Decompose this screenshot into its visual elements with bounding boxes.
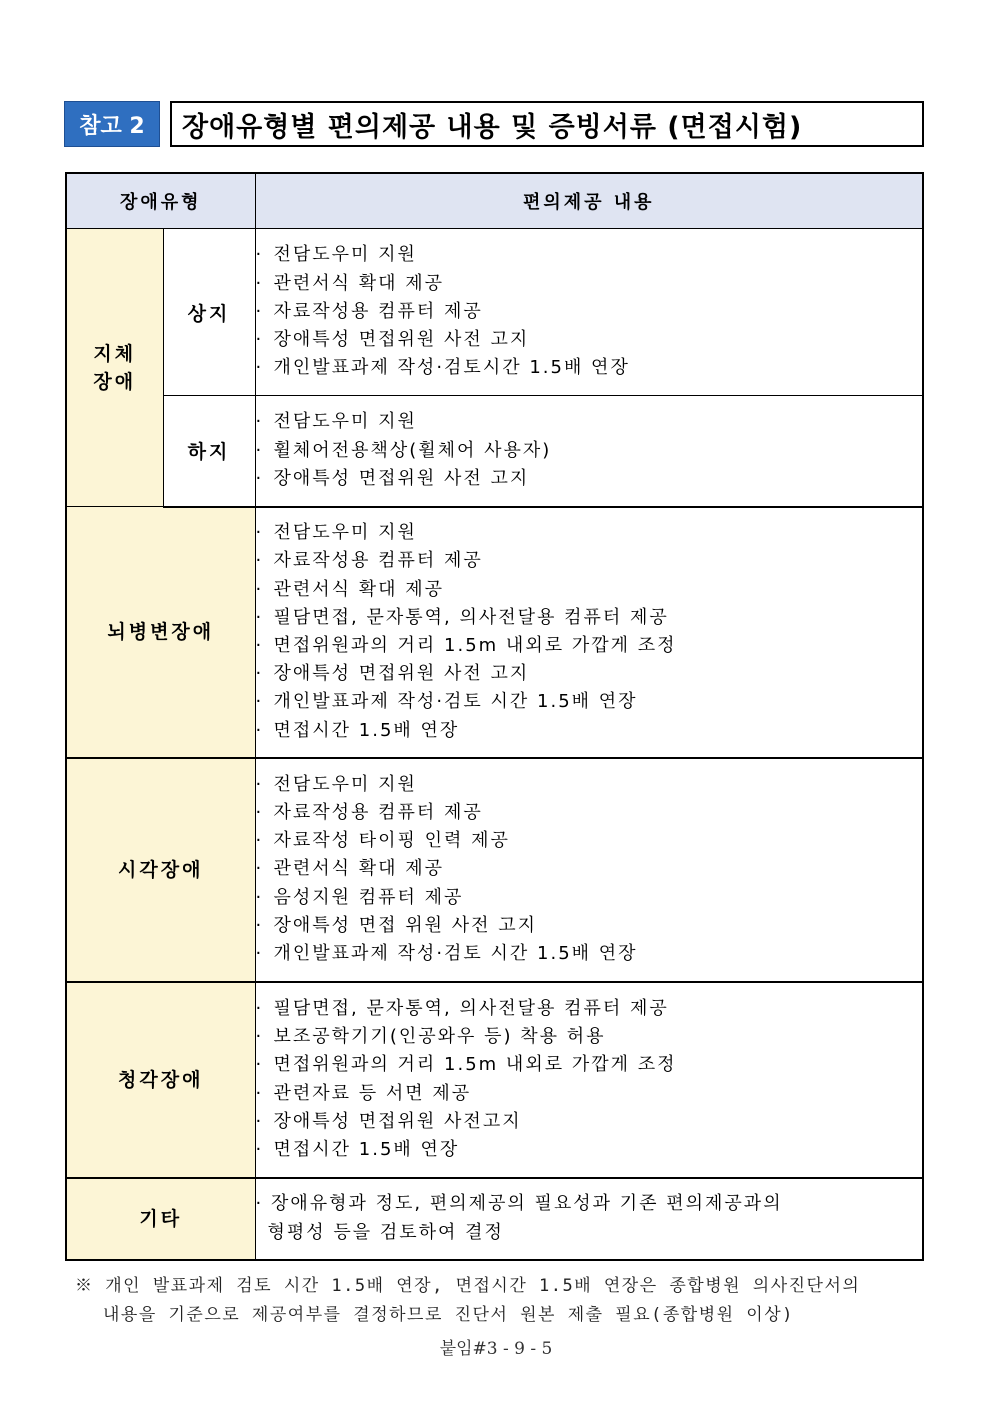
list-item: · 개인발표과제 작성·검토 시간 1.5배 연장 xyxy=(256,940,923,968)
list-item: · 보조공학기기(인공와우 등) 착용 허용 xyxy=(256,1023,923,1051)
title-area xyxy=(64,101,924,147)
list-item: · 전담도우미 지원 xyxy=(256,519,923,547)
list-item: · 개인발표과제 작성·검토 시간 1.5배 연장 xyxy=(256,688,923,716)
subcategory-upper-limb: 상지 xyxy=(163,229,255,396)
list-item: · 관련서식 확대 제공 xyxy=(256,855,923,883)
list-item: · 관련서식 확대 제공 xyxy=(256,270,923,298)
items-upper-limb xyxy=(255,229,923,396)
accommodation-table xyxy=(65,172,924,1261)
list-item: · 관련서식 확대 제공 xyxy=(256,576,923,604)
category-limb-line1: 지체 xyxy=(93,342,137,365)
footnote-line1: ※ 개인 발표과제 검토 시간 1.5배 연장, 면접시간 1.5배 연장은 종합병원 의사진단서의 xyxy=(75,1276,861,1296)
category-visual: 시각장애 xyxy=(66,758,255,982)
footnote xyxy=(75,1272,860,1330)
table-row xyxy=(66,229,923,396)
header-disability-type: 장애유형 xyxy=(66,173,255,229)
page-number: 붙임#3 - 9 - 5 xyxy=(439,1339,553,1359)
table-row xyxy=(66,1178,923,1260)
category-other: 기타 xyxy=(66,1178,255,1260)
list-item: · 면접위원과의 거리 1.5m 내외로 가깝게 조정 xyxy=(256,632,923,660)
page-title: 장애유형별 편의제공 내용 및 증빙서류 (면접시험) xyxy=(170,101,924,147)
list-item: · 자료작성용 컴퓨터 제공 xyxy=(256,547,923,575)
list-item: · 장애특성 면접위원 사전 고지 xyxy=(256,465,923,493)
list-item: · 장애특성 면접위원 사전고지 xyxy=(256,1108,923,1136)
table-header-row xyxy=(66,173,923,229)
footnote-line2: 내용을 기준으로 제공여부를 결정하므로 진단서 원본 제출 필요(종합병원 이상) xyxy=(103,1305,794,1325)
list-item: · 장애특성 면접 위원 사전 고지 xyxy=(256,912,923,940)
list-item: · 관련자료 등 서면 제공 xyxy=(256,1080,923,1108)
category-limb xyxy=(66,229,163,507)
items-hearing xyxy=(255,982,923,1178)
list-item: · 휠체어전용책상(휠체어 사용자) xyxy=(256,437,923,465)
list-item: · 면접시간 1.5배 연장 xyxy=(256,1136,923,1164)
items-other xyxy=(255,1178,923,1260)
list-item: · 장애특성 면접위원 사전 고지 xyxy=(256,326,923,354)
table-row xyxy=(66,982,923,1178)
items-lower-limb xyxy=(255,396,923,507)
table-row xyxy=(66,507,923,758)
category-brain-lesion: 뇌병변장애 xyxy=(66,507,255,758)
subcategory-lower-limb: 하지 xyxy=(163,396,255,507)
list-item: · 필담면접, 문자통역, 의사전달용 컴퓨터 제공 xyxy=(256,995,923,1023)
list-item: · 장애특성 면접위원 사전 고지 xyxy=(256,660,923,688)
category-hearing: 청각장애 xyxy=(66,982,255,1178)
category-limb-line2: 장애 xyxy=(93,370,137,393)
list-item: · 필담면접, 문자통역, 의사전달용 컴퓨터 제공 xyxy=(256,604,923,632)
list-item: · 면접시간 1.5배 연장 xyxy=(256,717,923,745)
reference-badge: 참고 2 xyxy=(64,101,160,147)
list-item: · 자료작성 타이핑 인력 제공 xyxy=(256,827,923,855)
header-accommodation-content: 편의제공 내용 xyxy=(255,173,923,229)
list-item: · 음성지원 컴퓨터 제공 xyxy=(256,884,923,912)
items-brain-lesion xyxy=(255,507,923,758)
table-row xyxy=(66,396,923,507)
list-item: · 전담도우미 지원 xyxy=(256,771,923,799)
other-line2: 형평성 등을 검토하여 결정 xyxy=(267,1221,504,1243)
other-line1: · 장애유형과 정도, 편의제공의 필요성과 기존 편의제공과의 xyxy=(255,1193,783,1214)
list-item: · 전담도우미 지원 xyxy=(256,408,923,436)
list-item: · 전담도우미 지원 xyxy=(256,241,923,269)
list-item: · 면접위원과의 거리 1.5m 내외로 가깝게 조정 xyxy=(256,1051,923,1079)
list-item: · 개인발표과제 작성·검토시간 1.5배 연장 xyxy=(256,354,923,382)
items-visual xyxy=(255,758,923,982)
table-row xyxy=(66,758,923,982)
list-item: · 자료작성용 컴퓨터 제공 xyxy=(256,799,923,827)
list-item: · 자료작성용 컴퓨터 제공 xyxy=(256,298,923,326)
